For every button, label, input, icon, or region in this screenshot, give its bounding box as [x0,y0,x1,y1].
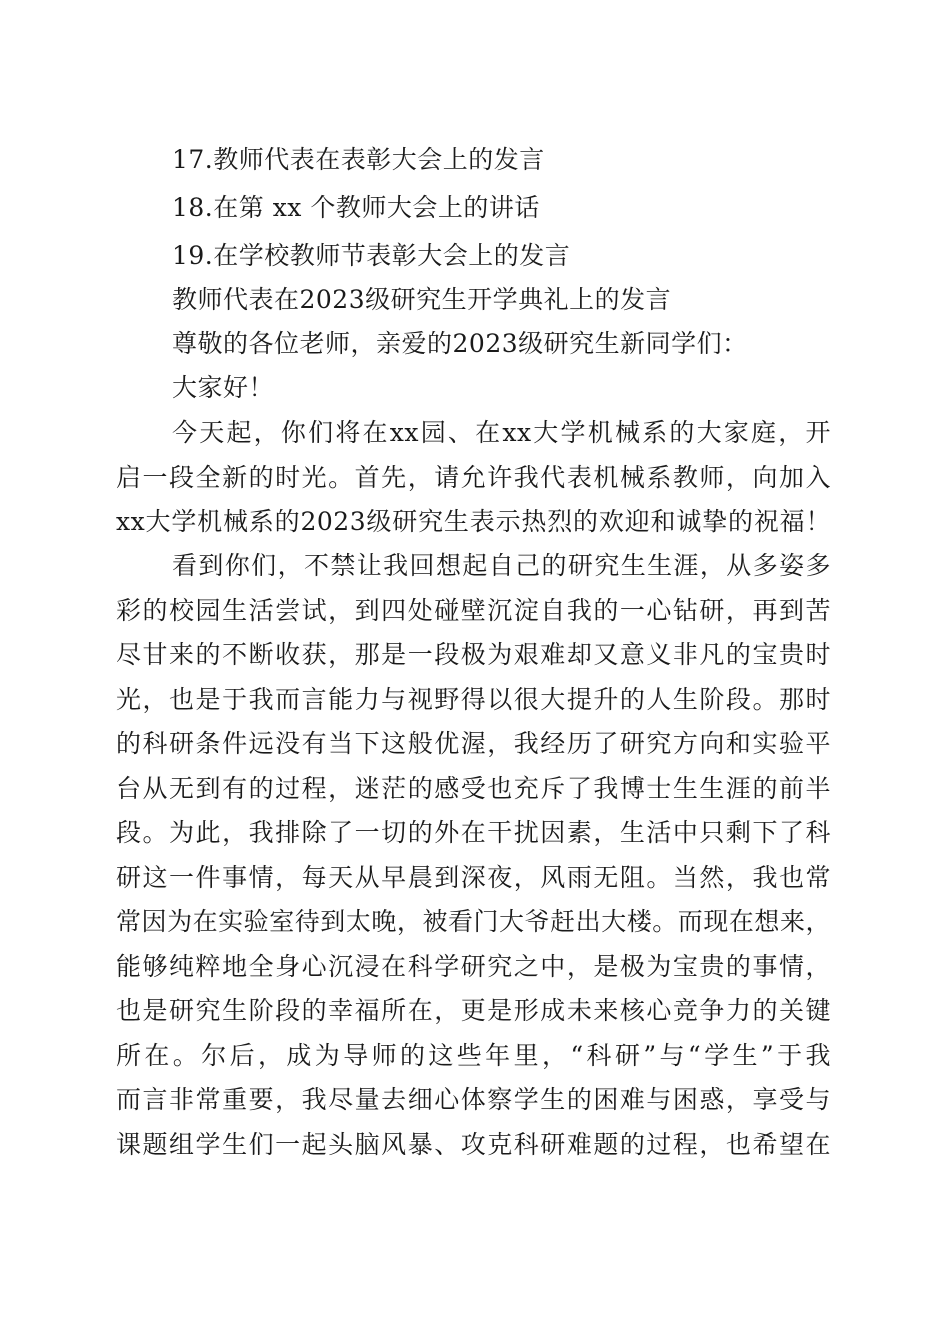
paragraph-line: 台从无到有的过程，迷茫的感受也充斥了我博士生生涯的前半 [116,774,831,803]
paragraph-line: 也是研究生阶段的幸福所在，更是形成未来核心竞争力的关键 [116,996,831,1025]
paragraph-line: 光，也是于我而言能力与视野得以很大提升的人生阶段。那时 [116,685,831,714]
paragraph-line: 能够纯粹地全身心沉浸在科学研究之中，是极为宝贵的事情， [116,952,831,981]
paragraph-line: 的科研条件远没有当下这般优渥，我经历了研究方向和实验平 [116,729,831,758]
paragraph-line: xx大学机械系的2023级研究生表示热烈的欢迎和诚挚的祝福！ [116,507,831,536]
toc-item-17: 17.教师代表在表彰大会上的发言 [172,145,545,174]
paragraph-line: 所在。尔后，成为导师的这些年里，“科研”与“学生”于我 [116,1041,831,1070]
speech-title: 教师代表在2023级研究生开学典礼上的发言 [172,285,672,314]
paragraph-line: 研这一件事情，每天从早晨到深夜，风雨无阻。当然，我也常 [116,863,831,892]
toc-item-19: 19.在学校教师节表彰大会上的发言 [172,241,571,270]
paragraph-line: 课题组学生们一起头脑风暴、攻克科研难题的过程，也希望在 [116,1130,831,1159]
paragraph-line: 今天起，你们将在xx园、在xx大学机械系的大家庭，开 [172,418,831,447]
paragraph-line: 看到你们，不禁让我回想起自己的研究生生涯，从多姿多 [172,551,831,580]
paragraph-line: 启一段全新的时光。首先，请允许我代表机械系教师，向加入 [116,463,831,492]
paragraph-line: 尽甘来的不断收获，那是一段极为艰难却又意义非凡的宝贵时 [116,640,831,669]
paragraph-line: 而言非常重要，我尽量去细心体察学生的困难与困惑，享受与 [116,1085,831,1114]
paragraph-line: 常因为在实验室待到太晚，被看门大爷赶出大楼。而现在想来， [116,907,831,936]
toc-item-18: 18.在第 xx 个教师大会上的讲话 [172,193,540,222]
paragraph-line: 彩的校园生活尝试，到四处碰壁沉淀自我的一心钻研，再到苦 [116,596,831,625]
greeting: 大家好！ [172,373,275,402]
salutation: 尊敬的各位老师，亲爱的2023级研究生新同学们： [172,329,748,358]
paragraph-line: 段。为此，我排除了一切的外在干扰因素，生活中只剩下了科 [116,818,831,847]
